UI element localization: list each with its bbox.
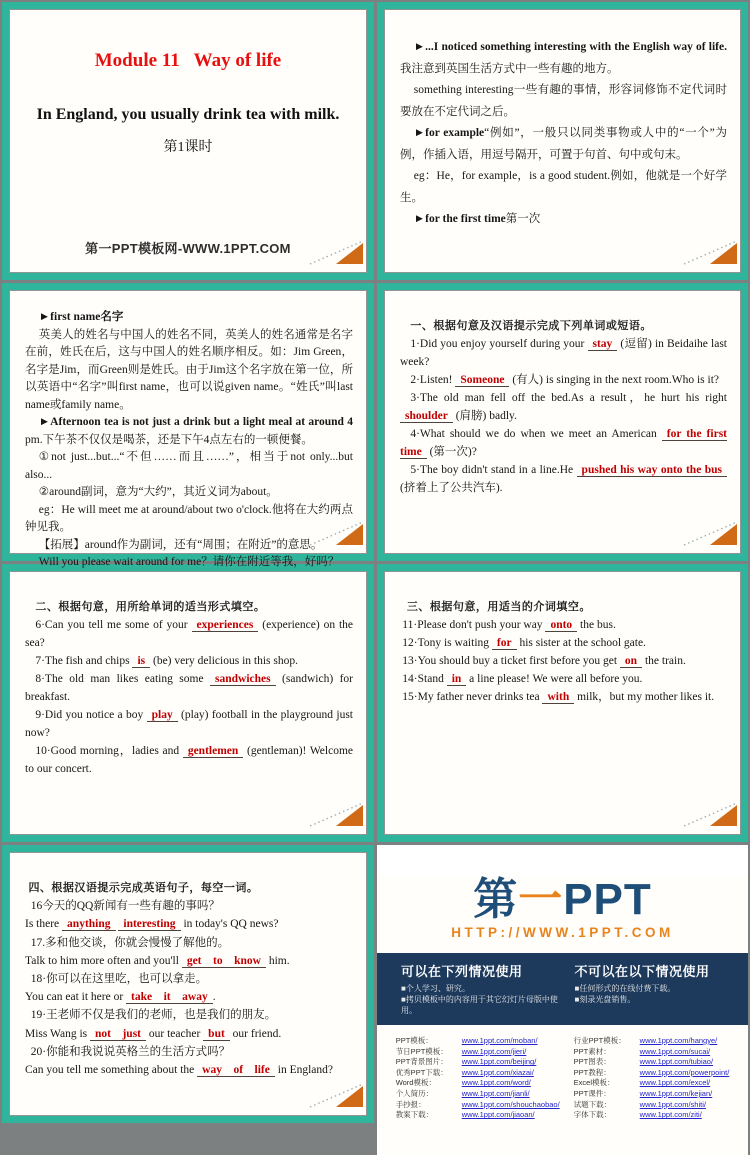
slide-paragraph: [400, 425, 727, 461]
text-run: .: [212, 991, 216, 1004]
link-row: [574, 1078, 730, 1089]
answer-blank: Someone: [455, 374, 509, 387]
slide-paragraph: [25, 1025, 353, 1043]
site-link[interactable]: www.1ppt.com/moban/: [461, 1036, 538, 1045]
link-row: [396, 1047, 560, 1058]
answer-blank: way of life: [197, 1064, 275, 1077]
site-link[interactable]: www.1ppt.com/powerpoint/: [639, 1067, 730, 1077]
slide-6-sheet: [384, 571, 741, 835]
text-run: 18·你可以在这里吃，也可以拿走。: [30, 973, 208, 986]
text-run: 4·What should we do when we meet an American: [410, 428, 662, 440]
answer-blank: play: [147, 709, 178, 722]
link-label: 字体下载：: [573, 1110, 612, 1120]
text-run: 我注意到英国生活方式中一些有趣的地方。: [400, 62, 619, 75]
slide-paragraph: [400, 598, 727, 616]
link-label: 节日PPT模板：: [395, 1046, 448, 1056]
link-label: Excel模板：: [573, 1078, 615, 1088]
text-run: 四、根据汉语提示完成英语句子，每空一词。: [28, 882, 259, 894]
forbidden-usage-list: [575, 983, 739, 1005]
site-link[interactable]: www.1ppt.com/jiaoan/: [461, 1110, 535, 1120]
answer-blank: for: [492, 637, 517, 650]
text-run: 第一次: [505, 213, 541, 225]
slide-8-sheet: [377, 877, 748, 1155]
slide-2-content: [385, 10, 740, 272]
answer-blank: for the first time: [400, 428, 727, 458]
text-run: milk，but my mother likes it.: [574, 691, 715, 703]
answer-blank: in: [447, 673, 467, 686]
logo-text-ppt: PPT: [563, 875, 652, 924]
text-run: 6·Can you tell me some of your: [35, 619, 192, 631]
slide-paragraph: [400, 670, 727, 688]
slide-paragraph: [25, 449, 353, 484]
slide-paragraph: [400, 389, 727, 425]
slide-2-sheet: [384, 9, 741, 273]
slide-2: [377, 2, 748, 280]
slide-paragraph: [25, 988, 353, 1006]
allowed-usage-list: [401, 983, 565, 1016]
slide-7-sheet: [9, 852, 367, 1116]
text-run: (有人) is singing in the next room.Who is it?: [509, 374, 720, 386]
usage-item: ■个人学习、研究。: [401, 984, 470, 993]
slide-paragraph: [400, 209, 727, 231]
slide-paragraph: [25, 934, 353, 952]
slide-paragraph: [25, 706, 353, 742]
text-run: (be) very delicious in this shop.: [150, 655, 298, 667]
text-run: ►first name名字: [38, 311, 124, 323]
text-run: the bus.: [577, 619, 616, 631]
slide-paragraph: [25, 652, 353, 670]
answer-blank: sandwiches: [210, 673, 276, 686]
text-run: the train.: [642, 655, 686, 667]
link-list-right: [574, 1036, 730, 1121]
answer-blank: gentlemen: [183, 745, 243, 758]
answer-blank: but: [203, 1028, 230, 1041]
link-row: [574, 1036, 730, 1047]
slide-3-content: [10, 291, 366, 568]
answer-blank: get to know: [182, 955, 266, 968]
slide-paragraph: [25, 879, 353, 897]
site-link[interactable]: www.1ppt.com/excel/: [639, 1078, 711, 1088]
forbidden-usage-title: 不可以在以下情况使用: [574, 964, 710, 979]
site-link[interactable]: www.1ppt.com/word/: [461, 1078, 531, 1088]
text-run: Will you please wait around for me？请你在附近等我，好吗？: [38, 556, 340, 568]
slide-paragraph: [400, 688, 727, 706]
text-run: (逗留) in Beidaihe last week?: [400, 338, 727, 368]
link-label: PPT图表：: [573, 1057, 611, 1067]
site-link[interactable]: www.1ppt.com/ziti/: [639, 1110, 702, 1120]
text-run: ►for the first time: [413, 213, 506, 225]
text-run: 一、根据句意及汉语提示完成下列单词或短语。: [410, 320, 652, 332]
link-label: 手抄报：: [395, 1099, 426, 1109]
slide-paragraph: [400, 166, 727, 209]
answer-blank: interesting: [118, 918, 180, 931]
slide-6: [377, 564, 748, 842]
link-row: [396, 1036, 560, 1047]
slide-paragraph: [25, 1061, 353, 1079]
slide-8: [377, 845, 748, 1123]
site-link[interactable]: www.1ppt.com/shiti/: [639, 1099, 706, 1109]
slide-paragraph: [25, 970, 353, 988]
text-run: 二、根据句意，用所给单词的适当形式填空。: [35, 601, 266, 613]
site-link[interactable]: www.1ppt.com/xiazai/: [461, 1067, 534, 1077]
slide-paragraph: [25, 414, 353, 449]
link-label: 个人简历：: [395, 1088, 434, 1098]
slide-paragraph: [25, 1043, 353, 1061]
slide-paragraph: [400, 371, 727, 389]
slide-4: [377, 283, 748, 561]
text-run: 【拓展】around作为副词，还有“周围；在附近”的意思。: [38, 538, 323, 551]
text-run: 9·Did you notice a boy: [35, 709, 147, 721]
text-run: (play) football in the playground just now?: [25, 709, 353, 739]
text-run: 1·Did you enjoy yourself during your: [410, 338, 588, 350]
allowed-usage-title: 可以在下列情况使用: [401, 964, 523, 979]
slide-3: [2, 283, 374, 568]
text-run: Can you tell me something about the: [25, 1064, 198, 1077]
site-link[interactable]: www.1ppt.com/jianli/: [461, 1088, 530, 1098]
slide-5: [2, 564, 374, 842]
link-row: [396, 1057, 560, 1068]
text-run: (gentleman)! Welcome to our concert.: [25, 745, 353, 775]
text-run: 英美人的姓名与中国人的姓名不同，英美人的姓名通常是名字在前，姓氏在后，这与中国人的姓名顺序相反。如：Jim Green，名字是Jim，而Green则是姓氏。由于Jim这个名字放在第一位，所以英语中“名字”叫first name，也可以说given name。“姓氏”叫last name或family name。: [25, 328, 353, 411]
text-run: 17.多和他交谈，你就会慢慢了解他的。: [30, 936, 230, 949]
slide-paragraph: [400, 461, 727, 497]
text-run: eg：He will meet me at around/about two o'clock.他将在大约两点钟见我。: [25, 503, 353, 533]
corner-triangle-decoration: [684, 240, 738, 270]
brand-logo: [377, 877, 748, 923]
text-run: 15·My father never drinks tea: [402, 691, 543, 703]
answer-blank: stay: [588, 338, 618, 351]
link-label: PPT素材：: [573, 1046, 611, 1056]
slide-paragraph: [25, 952, 353, 970]
link-row: [574, 1100, 730, 1111]
slide-paragraph: [25, 897, 353, 915]
site-link[interactable]: www.1ppt.com/jieri/: [461, 1046, 527, 1056]
site-link[interactable]: www.1ppt.com/hangye/: [639, 1036, 718, 1045]
corner-triangle-decoration: [310, 802, 364, 832]
answer-blank: pushed his way onto the bus: [577, 464, 727, 477]
text-run: “例如”，一般只以同类事物或人中的“一个”为例，作插入语，用逗号隔开，可置于句首、句中或句末。: [400, 127, 727, 161]
link-label: 教案下载：: [395, 1110, 434, 1120]
link-row: [396, 1089, 560, 1100]
slide-paragraph: [400, 80, 727, 123]
text-run: 10·Good morning，ladies and: [35, 745, 183, 757]
site-link[interactable]: www.1ppt.com/tubiao/: [639, 1057, 714, 1067]
slide-paragraph: [400, 37, 727, 80]
text-run: 16今天的QQ新闻有一些有趣的事吗？: [30, 900, 220, 913]
site-link[interactable]: www.1ppt.com/shouchaobao/: [461, 1099, 560, 1109]
text-run: ►for example: [413, 127, 485, 139]
text-run: (sandwich) for breakfast.: [25, 673, 353, 703]
text-run: him.: [265, 954, 290, 967]
answer-blank: experiences: [192, 619, 259, 632]
slide-paragraph: [400, 616, 727, 634]
slide-paragraph: [25, 616, 353, 652]
slide-paragraph: [25, 309, 353, 327]
text-run: Talk to him more often and you'll: [25, 954, 182, 967]
slide-paragraph: [400, 317, 727, 335]
answer-blank: take it away: [126, 991, 213, 1004]
text-run: 11·Please don't push your way: [402, 619, 546, 631]
slide-4-content: [385, 291, 740, 553]
usage-item: ■拷贝模板中的内容用于其它幻灯片母版中使用。: [401, 995, 558, 1015]
slide-4-sheet: [384, 290, 741, 554]
slide-paragraph: [25, 742, 353, 778]
answer-blank: not just: [90, 1028, 146, 1041]
slide-paragraph: [400, 123, 727, 166]
slide-1: [2, 2, 374, 280]
link-row: [396, 1100, 560, 1111]
text-run: our friend.: [229, 1027, 282, 1040]
text-run: (experience) on the sea?: [25, 619, 353, 649]
link-row: [396, 1068, 560, 1079]
link-label: PPT课件：: [573, 1088, 611, 1098]
text-run: Miss Wang is: [25, 1027, 90, 1040]
answer-blank: shoulder: [400, 410, 453, 423]
slide-paragraph: [25, 484, 353, 502]
logo-char-di: 第: [473, 875, 519, 924]
text-run: 三、根据句意，用适当的介词填空。: [406, 601, 591, 613]
link-label: PPT背景图片：: [395, 1057, 448, 1067]
link-row: [396, 1078, 560, 1089]
text-run: (第一次)?: [426, 446, 477, 458]
site-link[interactable]: www.1ppt.com/kejian/: [639, 1088, 713, 1098]
template-site-footer: 第一PPT模板网-WWW.1PPT.COM: [85, 241, 291, 256]
text-run: 12·Tony is waiting: [402, 637, 492, 649]
text-run: our teacher: [146, 1027, 204, 1040]
slide-1-sheet: [9, 9, 367, 273]
text-run: You can eat it here or: [25, 991, 127, 1004]
text-run: 2·Listen!: [410, 374, 456, 386]
text-run: (挤着上了公共汽车).: [400, 482, 503, 494]
link-row: [574, 1047, 730, 1058]
text-run: his sister at the school gate.: [516, 637, 646, 649]
corner-triangle-decoration: [684, 802, 738, 832]
slide-5-content: [10, 572, 366, 834]
answer-blank: anything: [62, 918, 115, 931]
text-run: (肩膀) badly.: [452, 410, 517, 422]
corner-triangle-decoration: [310, 1083, 364, 1113]
slide-paragraph: [25, 670, 353, 706]
link-label: 行业PPT模板：: [573, 1036, 626, 1045]
link-row: [574, 1089, 730, 1100]
site-link-lists: [377, 1036, 748, 1121]
usage-item: ■刻录光盘销售。: [574, 995, 636, 1004]
corner-triangle-decoration: [310, 240, 364, 270]
slide-paragraph: [25, 598, 353, 616]
unit-title: In England, you usually drink tea with milk.: [36, 106, 340, 123]
link-row: [574, 1110, 730, 1121]
link-label: 试题下载：: [573, 1099, 612, 1109]
slide-paragraph: [25, 915, 353, 933]
usage-item: ■任何形式的在线付费下载。: [574, 984, 676, 993]
link-label: PPT教程：: [573, 1067, 611, 1077]
text-run: a line please! We were all before you.: [466, 673, 643, 685]
answer-blank: with: [542, 691, 574, 704]
brand-url: HTTP://WWW.1PPT.COM: [451, 925, 674, 940]
text-run: 7·The fish and chips: [35, 655, 133, 667]
corner-triangle-decoration: [684, 521, 738, 551]
answer-blank: is: [132, 655, 150, 668]
link-row: [396, 1110, 560, 1121]
slide-paragraph: [25, 1006, 353, 1024]
text-run: pm.下午茶不仅仅是喝茶，还是下午4点左右的一顿便餐。: [25, 433, 313, 446]
text-run: in today's QQ news?: [180, 918, 279, 931]
allowed-usage-column: [401, 961, 565, 1016]
site-link[interactable]: www.1ppt.com/beijing/: [461, 1057, 537, 1067]
text-run: ①not just...but...“不但……而且……”，相当于not only...but also...: [25, 451, 353, 481]
link-label: PPT模板：: [395, 1036, 433, 1045]
slide-3-sheet: [9, 290, 367, 568]
link-row: [574, 1057, 730, 1068]
slide-7-content: [10, 853, 366, 1115]
text-run: 5·The boy didn't stand in a line.He: [410, 464, 577, 476]
slide-paragraph: [400, 335, 727, 371]
text-run: 8·The old man likes eating some: [35, 673, 211, 685]
lesson-number: 第1课时: [163, 140, 213, 155]
text-run: ►Afternoon tea is not just a drink but a light meal at around 4: [38, 416, 353, 428]
slide-5-sheet: [9, 571, 367, 835]
text-run: ►...I noticed something interesting with the English way of life.: [413, 41, 727, 53]
text-run: ②around副词，意为“大约”，其近义词为about。: [38, 486, 278, 498]
slide-6-content: [385, 572, 740, 834]
answer-blank: onto: [545, 619, 577, 632]
slide-paragraph: [25, 554, 353, 572]
text-run: Is there: [25, 918, 63, 931]
slide-paragraph: [25, 327, 353, 415]
slide-paragraph: [400, 652, 727, 670]
link-label: 优秀PPT下载：: [395, 1067, 448, 1077]
site-link[interactable]: www.1ppt.com/sucai/: [639, 1046, 711, 1056]
link-row: [574, 1068, 730, 1079]
slide-7: [2, 845, 374, 1123]
module-title: Module 11 Way of life: [94, 50, 282, 71]
corner-triangle-decoration: [310, 521, 364, 551]
forbidden-usage-column: [575, 961, 739, 1016]
text-run: in England?: [274, 1064, 333, 1077]
slide-paragraph: [25, 537, 353, 555]
slide-paragraph: [25, 502, 353, 537]
logo-char-yi: 一: [518, 875, 564, 924]
text-run: 19·王老师不仅是我们的老师，也是我们的朋友。: [30, 1009, 277, 1022]
answer-blank: on: [620, 655, 642, 668]
link-label: Word模板：: [395, 1078, 436, 1088]
text-run: 3·The old man fell off the bed.As a result，he hurt his right: [410, 392, 727, 404]
text-run: something interesting一些有趣的事情，形容词修饰不定代词时要放在不定代词之后。: [400, 84, 727, 118]
text-run: 13·You should buy a ticket first before you get: [402, 655, 620, 667]
slide-paragraph: [400, 634, 727, 652]
text-run: 20·你能和我说说英格兰的生活方式吗？: [30, 1045, 231, 1058]
text-run: eg：He，for example，is a good student.例如，他就是一个好学生。: [400, 170, 727, 204]
text-run: 14·Stand: [402, 673, 447, 685]
usage-terms-band: [377, 953, 748, 1025]
link-list-left: [396, 1036, 560, 1121]
